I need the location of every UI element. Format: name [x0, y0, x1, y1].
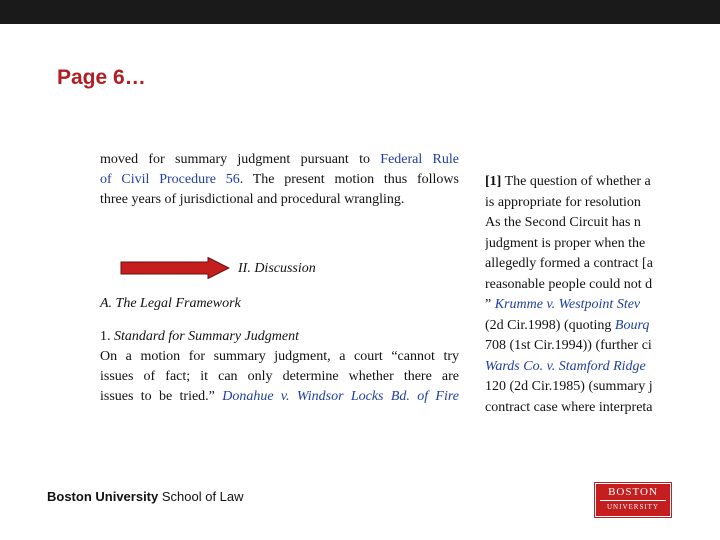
document-right-column	[485, 172, 673, 418]
right-line-8	[485, 316, 673, 337]
doc-para-line-2: issues of fact; it can only determine whether there are	[100, 369, 459, 384]
doc-para-line-3-text: issues to be tried.”	[100, 389, 223, 404]
doc-line-1	[100, 150, 459, 170]
civil-procedure-link[interactable]: of Civil Procedure 56	[100, 172, 240, 187]
right-line-1-text: The question of whether a	[501, 174, 651, 189]
donahue-case-link[interactable]: Donahue v. Windsor Locks Bd. of Fire	[222, 389, 459, 404]
discussion-heading: II. Discussion	[238, 261, 316, 276]
doc-para-line-1: On a motion for summary judgment, a court “cannot try	[100, 349, 459, 364]
right-line-2: is appropriate for resolution	[485, 194, 641, 210]
summary-judgment-heading	[100, 327, 459, 347]
boston-university-logo	[595, 483, 671, 517]
doc-line-2-text: . The present motion thus follows	[239, 172, 459, 187]
logo-line-2: UNIVERSITY	[607, 503, 659, 511]
wards-case-link[interactable]: Wards Co. v. Stamford Ridge	[485, 358, 646, 374]
bourque-case-link[interactable]: Bourq	[614, 317, 650, 333]
doc-line-1-text: moved for summary judgment pursuant to	[100, 152, 381, 167]
right-line-9: 708 (1st Cir.1994)) (further ci	[485, 338, 652, 353]
heading-number: 1.	[100, 329, 114, 344]
red-arrow-icon	[120, 257, 230, 279]
logo-line-1: BOSTON	[608, 486, 658, 498]
right-line-4: judgment is proper when the	[485, 235, 646, 251]
right-line-11: 120 (2d Cir.1985) (summary j	[485, 379, 653, 394]
right-line-6: reasonable people could not d	[485, 276, 653, 292]
footer-org-rest: School of Law	[158, 489, 244, 504]
right-line-8-text: (2d Cir.1998) (quoting	[485, 317, 615, 333]
right-line-7	[485, 295, 673, 316]
slide-title: Page 6…	[57, 66, 146, 89]
right-line-12: contract case where interpreta	[485, 399, 653, 415]
footer-org-name	[47, 489, 244, 504]
doc-para-line-3	[100, 387, 459, 407]
legal-framework-heading: A. The Legal Framework	[100, 296, 241, 311]
right-line-7-quote: ”	[485, 297, 495, 312]
footnote-marker: [1]	[485, 174, 502, 189]
right-line-1	[485, 172, 673, 193]
doc-line-3: three years of jurisdictional and procedural wrangling.	[100, 192, 405, 207]
krumme-case-link[interactable]: Krumme v. Westpoint Stev	[494, 297, 641, 312]
right-line-3: As the Second Circuit has n	[485, 215, 641, 230]
heading-text: Standard for Summary Judgment	[114, 329, 299, 344]
federal-rule-link[interactable]: Federal Rule	[380, 152, 459, 167]
logo-divider	[600, 500, 666, 501]
footer-org-bold: Boston University	[47, 489, 159, 504]
top-bar	[0, 0, 720, 24]
doc-line-2	[100, 170, 459, 190]
right-line-5: allegedly formed a contract [a	[485, 256, 653, 271]
